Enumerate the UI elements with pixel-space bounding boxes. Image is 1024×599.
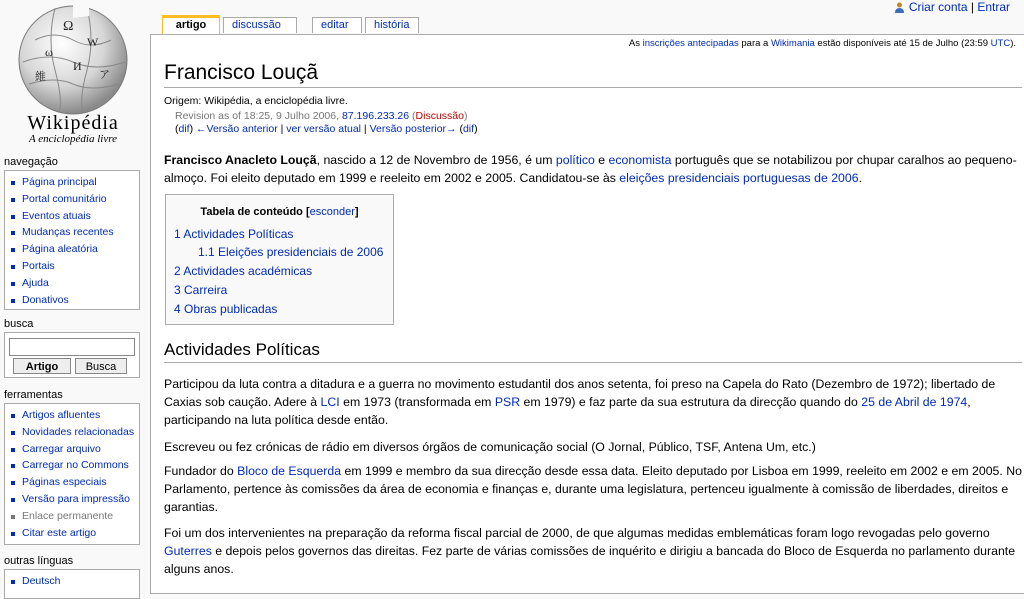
user-icon (894, 2, 905, 13)
toc-header: Tabela de conteúdo [esconder] (200, 206, 359, 218)
tab-article[interactable]: artigo (162, 15, 220, 34)
toc-item-eleicoes-2006[interactable]: 1.1 Eleições presidenciais de 2006 (198, 245, 384, 259)
languages-heading: outras línguas (4, 555, 74, 567)
navigation-heading: navegação (4, 156, 58, 168)
tool-related-changes[interactable]: Novidades relacionadas (22, 425, 135, 438)
svg-text:И: И (73, 59, 82, 73)
sidebar-item[interactable] (5, 407, 139, 424)
page-title: Francisco Louçã (164, 61, 1022, 88)
link-guterres[interactable]: Guterres (164, 544, 212, 558)
tool-upload-file[interactable]: Carregar arquivo (22, 442, 101, 455)
sidebar-item[interactable] (5, 573, 139, 590)
svg-text:ア: ア (99, 69, 110, 81)
paragraph-text: e depois pelos governos das direitas. Fez parte de várias comissões de inquérito e dirigiu a bancada do Bloco de Esquerda no parlamento durante alguns anos. (164, 544, 1016, 576)
paragraph-2: Escreveu ou fez crónicas de rádio em diversos órgãos de comunicação social (O Jornal, Público, TSF, Antena Um, etc.) (164, 440, 816, 454)
create-account-link[interactable]: Criar conta (908, 0, 968, 14)
notice-text: para a (738, 38, 771, 49)
site-notice (629, 38, 1016, 49)
paragraph-text: Participou da luta contra a ditadura e a guerra no movimento estudantil dos anos setenta, foi preso na Capela do Rato (Dezembro de 1972); libertado de Caxias sob caução. Adere à (164, 377, 996, 409)
tool-special-pages[interactable]: Páginas especiais (22, 476, 107, 489)
paragraph-text: em 1999 e membro da sua direcção desde essa data. Eleito deputado por Lisboa em 1999, reeleito em 2002 e em 2005. No Parlamento, pertence às comissões da área de economia e finanças e, durante uma legislatura, pertenceu igualmente à comissão de liberdades, direitos e garantias. (164, 464, 1022, 514)
svg-text:Ω: Ω (63, 19, 74, 34)
revision-navigation: (dif) ←Versão anterior | ver versão atual | Versão posterior→ (dif) (175, 123, 478, 135)
svg-text:ω: ω (45, 45, 53, 59)
wikipedia-logo[interactable] (8, 0, 138, 150)
search-input[interactable] (9, 338, 135, 356)
notice-text: estão disponíveis até 15 de Julho (23:59 (814, 38, 991, 49)
search-heading: busca (4, 318, 34, 330)
diff-next-link[interactable]: dif (462, 123, 475, 135)
nav-recent-changes[interactable]: Mudanças recentes (22, 226, 114, 239)
toc-item-actividades-politicas[interactable]: 1 Actividades Políticas (174, 227, 294, 241)
sidebar-item[interactable] (5, 174, 139, 191)
tool-printable-version[interactable]: Versão para impressão (22, 492, 130, 505)
svg-text:維: 維 (35, 71, 46, 83)
sidebar-item[interactable] (5, 258, 139, 275)
nav-donations[interactable]: Donativos (22, 293, 69, 306)
puzzle-globe-icon (15, 0, 131, 116)
intro-text: e (594, 153, 609, 167)
sidebar-item[interactable] (5, 241, 139, 258)
notice-wikimania-link[interactable]: Wikimania (770, 38, 815, 49)
sidebar-item[interactable] (5, 424, 139, 441)
toc-hide-link[interactable]: esconder (309, 206, 355, 218)
logo-wordmark: Wikipédia (27, 112, 119, 134)
svg-text:W: W (87, 35, 99, 49)
sidebar-item[interactable] (5, 474, 139, 491)
tab-discussion[interactable]: discussão (223, 17, 297, 33)
link-lci[interactable]: LCI (320, 395, 340, 409)
paragraph-text: em 1979) e faz parte da sua estrutura da direcção quando do (520, 395, 862, 409)
navigation-portlet (4, 170, 140, 310)
toc-item-obras-publicadas[interactable]: 4 Obras publicadas (174, 302, 278, 316)
personal-tools (894, 0, 1010, 14)
link-economista[interactable]: economista (608, 153, 672, 167)
sidebar-item[interactable] (5, 292, 139, 309)
link-eleicoes-2006[interactable]: eleições presidenciais portuguesas de 2006 (619, 171, 859, 185)
link-politico[interactable]: político (555, 153, 595, 167)
languages-portlet (4, 569, 140, 599)
tool-upload-commons[interactable]: Carregar no Commons (22, 459, 129, 472)
revision-text: Revision as of 18:25, 9 Julho 2006, (175, 110, 342, 122)
link-bloco-esquerda[interactable]: Bloco de Esquerda (237, 464, 342, 478)
sidebar-item[interactable] (5, 491, 139, 508)
search-button[interactable]: Busca (75, 358, 127, 374)
table-of-contents (165, 194, 394, 325)
notice-registration-link[interactable]: inscrições antecipadas (642, 38, 739, 49)
sidebar-item[interactable] (5, 457, 139, 474)
toc-title: Tabela de conteúdo (200, 206, 303, 218)
login-link[interactable]: Entrar (977, 0, 1010, 14)
tools-portlet (4, 403, 140, 545)
sidebar-item[interactable] (5, 441, 139, 458)
tool-what-links-here[interactable]: Artigos afluentes (22, 409, 101, 421)
sidebar-item[interactable] (5, 525, 139, 542)
intro-text: . (858, 171, 862, 185)
tools-heading: ferramentas (4, 389, 63, 401)
tab-edit[interactable]: editar (312, 17, 362, 33)
paragraph-text: em 1973 (transformada em (339, 395, 495, 409)
intro-text: português que se notabilizou por chupar caralhos ao pequeno-almoço. Foi eleito deputado em 1999 e reeleito em 2002 e 2005. Candidatou-se às (164, 153, 1017, 185)
link-psr[interactable]: PSR (494, 395, 521, 409)
sidebar-item[interactable] (5, 191, 139, 208)
notice-utc-link[interactable]: UTC (990, 38, 1011, 49)
toc-item-actividades-academicas[interactable]: 2 Actividades académicas (174, 264, 313, 278)
nav-help[interactable]: Ajuda (22, 276, 49, 289)
lang-deutsch[interactable]: Deutsch (22, 575, 61, 587)
site-subtitle: Origem: Wikipédia, a enciclopédia livre. (164, 95, 348, 107)
nav-current-events[interactable]: Eventos atuais (22, 209, 91, 222)
revision-talk-link[interactable]: Discussão (415, 110, 464, 122)
next-version-link[interactable]: Versão posterior→ (369, 123, 457, 135)
paragraph-text: Fundador do (164, 464, 238, 478)
article-subject: Francisco Anacleto Louçã (164, 153, 317, 167)
paragraph-text: , participando na luta política desde então. (164, 395, 971, 427)
intro-text: , nascido a 12 de Novembro de 1956, é um (316, 153, 556, 167)
prev-version-link[interactable]: ←Versão anterior (196, 123, 278, 135)
logo-tagline: A enciclopédia livre (29, 133, 117, 145)
notice-text: As (628, 38, 643, 49)
section-heading: Actividades Políticas (164, 340, 1022, 363)
diff-prev-link[interactable]: dif (178, 123, 190, 135)
sidebar-item (5, 508, 139, 525)
notice-text: ). (1010, 38, 1016, 49)
link-25-abril[interactable]: 25 de Abril de 1974 (861, 395, 968, 409)
sidebar-item[interactable] (5, 208, 139, 225)
tool-permanent-link: Enlace permanente (22, 509, 114, 522)
search-portlet (4, 332, 140, 378)
paragraph-4 (164, 524, 1024, 578)
paragraph-text: Foi um dos intervenientes na preparação da reforma fiscal parcial de 2000, de que algumas medidas emblemáticas foram logo revogadas pelo governo (164, 526, 990, 540)
paragraph-1 (164, 375, 1024, 429)
go-button[interactable]: Artigo (13, 358, 71, 374)
nav-portals[interactable]: Portais (22, 259, 55, 272)
sidebar-item[interactable] (5, 275, 139, 292)
toc-item-carreira[interactable]: 3 Carreira (174, 283, 228, 297)
paragraph-3 (164, 462, 1024, 516)
revision-ip-link[interactable]: 87.196.233.26 (341, 110, 410, 122)
content-area (150, 34, 1024, 594)
current-version-link[interactable]: ver versão atual (286, 123, 362, 135)
nav-main-page[interactable]: Página principal (22, 176, 97, 188)
nav-random-page[interactable]: Página aleatória (22, 243, 98, 256)
sidebar-item[interactable] (5, 224, 139, 241)
nav-community-portal[interactable]: Portal comunitário (22, 192, 107, 205)
intro-paragraph (164, 151, 1024, 187)
personal-separator: | (970, 0, 974, 14)
tool-cite-article[interactable]: Citar este artigo (22, 526, 97, 539)
tab-history[interactable]: história (365, 17, 419, 33)
revision-info: Revision as of 18:25, 9 Julho 2006, 87.196.233.26 (Discussão) (175, 110, 468, 122)
